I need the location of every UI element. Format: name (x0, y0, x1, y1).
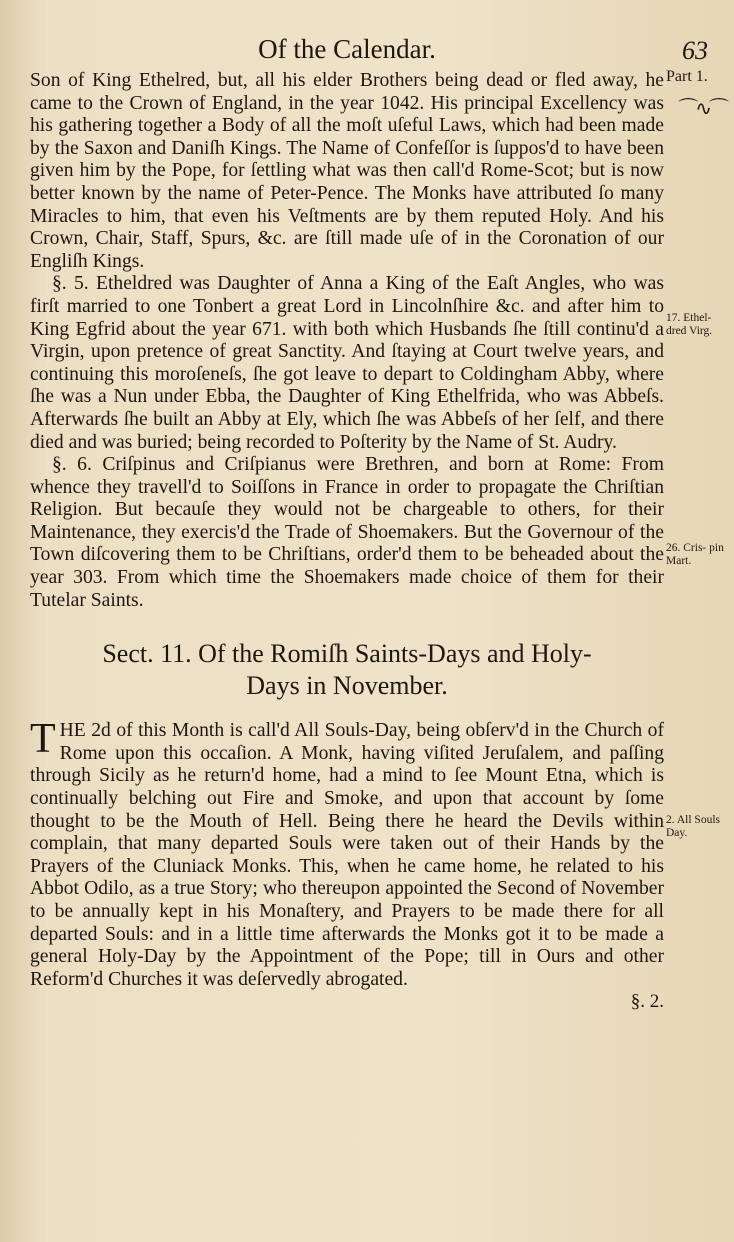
margin-note-2: 2. All Souls Day. (666, 814, 721, 839)
section-heading (30, 638, 664, 702)
margin-note-26: 26. Cris- pin Mart. (666, 542, 724, 567)
ornament: ⌒∿⌒ (678, 98, 726, 120)
page-number: 63 (682, 36, 708, 65)
paragraph-all-souls-text: HE 2d of this Month is call'd All Souls-Day, being obſerv'd in the Church of Rome upon this occaſion. A Monk, having viſited Jeruſalem, and paſſing through Sicily as he return'd home, had a mind to ſee Mount Etna, which is continually belching out Fire and Smoke, and upon that account by ſome thought to be the Mouth of Hell. Being there he heard the Devils within complain, that many departed Souls were taken out of their Hands by the Prayers of the Cluniack Monks. This, when he came home, he related to his Abbot Odilo, as a true Story; who thereupon appointed the Second of November to be annually kept in his Monaſtery, and Prayers to be made there for all departed Souls: and in a little time afterwards the Monks got it to be made a general Holy-Day by the Appointment of the Pope; till in Ours and other Reform'd Churches it was deſervedly abrogated. (30, 720, 664, 990)
margin-note-part: Part 1. (666, 68, 708, 85)
drop-cap: T (30, 716, 56, 763)
catchword: §. 2. (630, 991, 664, 1013)
paragraph-crispinus: §. 6. Criſpinus and Criſpianus were Brethren, and born at Rome: From whence they travell'd to Soiſſons in France in order to propagate the Chriſtian Religion. But becauſe they would not be chargeable to others, for their Maintenance, they exercis'd the Trade of Shoemakers. But the Governour of the Town diſcovering them to be Chriſtians, order'd them to be beheaded about the year 303. From which time the Shoemakers made choice of them for their Tutelar Saints. (30, 454, 664, 611)
body-text (30, 70, 664, 1013)
paragraph-all-souls (30, 716, 664, 991)
running-head-title: Of the Calendar. (258, 34, 436, 64)
paragraph-edward: Son of King Ethelred, but, all his elder Brothers being dead or fled away, he came to the Crown of England, in the year 1042. His principal Excellency was his gathering together a Body of all the moſt uſeful Laws, which had been made by the Saxon and Daniſh Kings. The Name of Confeſſor is ſuppos'd to have been given him by the Pope, for ſettling what was then call'd Rome-Scot; but is now better known by the name of Peter-Pence. The Monks have attributed ſo many Miracles to him, that even his Veſtments are by them reputed Holy. And his Crown, Chair, Staff, Spurs, &c. are ſtill made uſe of in the Coronation of our Engliſh Kings. (30, 70, 664, 272)
section-heading-line1: Sect. 11. Of the Romiſh Saints-Days and Holy- (102, 639, 592, 669)
section-heading-line2: Days in November. (246, 671, 448, 701)
paragraph-etheldred: §. 5. Etheldred was Daughter of Anna a King of the Eaſt Angles, who was firſt married to one Tonbert a great Lord in Lincolnſhire &c. and after him to King Egfrid about the year 671. with both which Husbands ſhe ſtill continu'd a Virgin, upon pretence of great Sanctity. And ſtaying at Court twelve years, and continuing this moroſeneſs, ſhe got leave to depart to Coldingham Abby, where ſhe was a Nun under Ebba, the Daughter of King Ethelfrida, who was Abbeſs. Afterwards ſhe built an Abby at Ely, which ſhe was Abbeſs of her ſelf, and there died and was buried; being recorded to Poſterity by the Name of St. Audry. (30, 273, 664, 453)
margin-note-17: 17. Ethel- dred Virg. (666, 312, 713, 337)
running-head (30, 34, 708, 70)
